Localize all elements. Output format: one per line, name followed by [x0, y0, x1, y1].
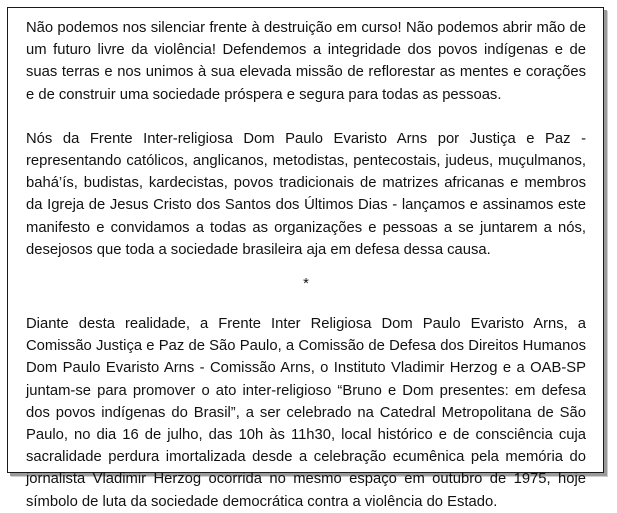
- paragraph-interfaith-front: Nós da Frente Inter-religiosa Dom Paulo Evaristo Arns por Justiça e Paz - representando católicos, anglicanos, metodistas, pentecostais, judeus, muçulmanos, bahá’ís, budistas, kardecistas, povos tradicionais de matrizes africanas e membros da Igreja de Jesus Cristo dos Santos dos Últimos Dias - lançamos e assinamos este manifesto e convidamos a todas as organizações e pessoas a se juntarem a nós, desejosos que toda a sociedade brasileira aja em defesa dessa causa.: [26, 130, 586, 258]
- paragraph-manifesto-intro: Não podemos nos silenciar frente à destruição em curso! Não podemos abrir mão de um futuro livre da violência! Defendemos a integridade dos povos indígenas e de suas terras e nos unimos à sua elevada missão de reflorestar as mentes e corações e de construir uma sociedade próspera e segura para todas as pessoas.: [26, 20, 586, 103]
- paragraph-event-announcement: Diante desta realidade, a Frente Inter Religiosa Dom Paulo Evaristo Arns, a Comissão Justiça e Paz de São Paulo, a Comissão de Defesa dos Direitos Humanos Dom Paulo Evaristo Arns - Comissão Arns, o Instituto Vladimir Herzog e a OAB-SP juntam-se para promover o ato inter-religioso “Bruno e Dom presentes: em defesa dos povos indígenas do Brasil”, a ser celebrado na Catedral Metropolitana de São Paulo, no dia 16 de julho, das 10h às 11h30, local histórico e de consciência cuja sacralidade perdura imortalizada desde a celebração ecumênica pela memória do jornalista Vladimir Herzog ocorrida no mesmo espaço em outubro de 1975, hoje símbolo de luta da sociedade democrática contra a violência do Estado.: [26, 316, 586, 510]
- section-separator: *: [303, 276, 309, 293]
- document-frame: [7, 7, 604, 510]
